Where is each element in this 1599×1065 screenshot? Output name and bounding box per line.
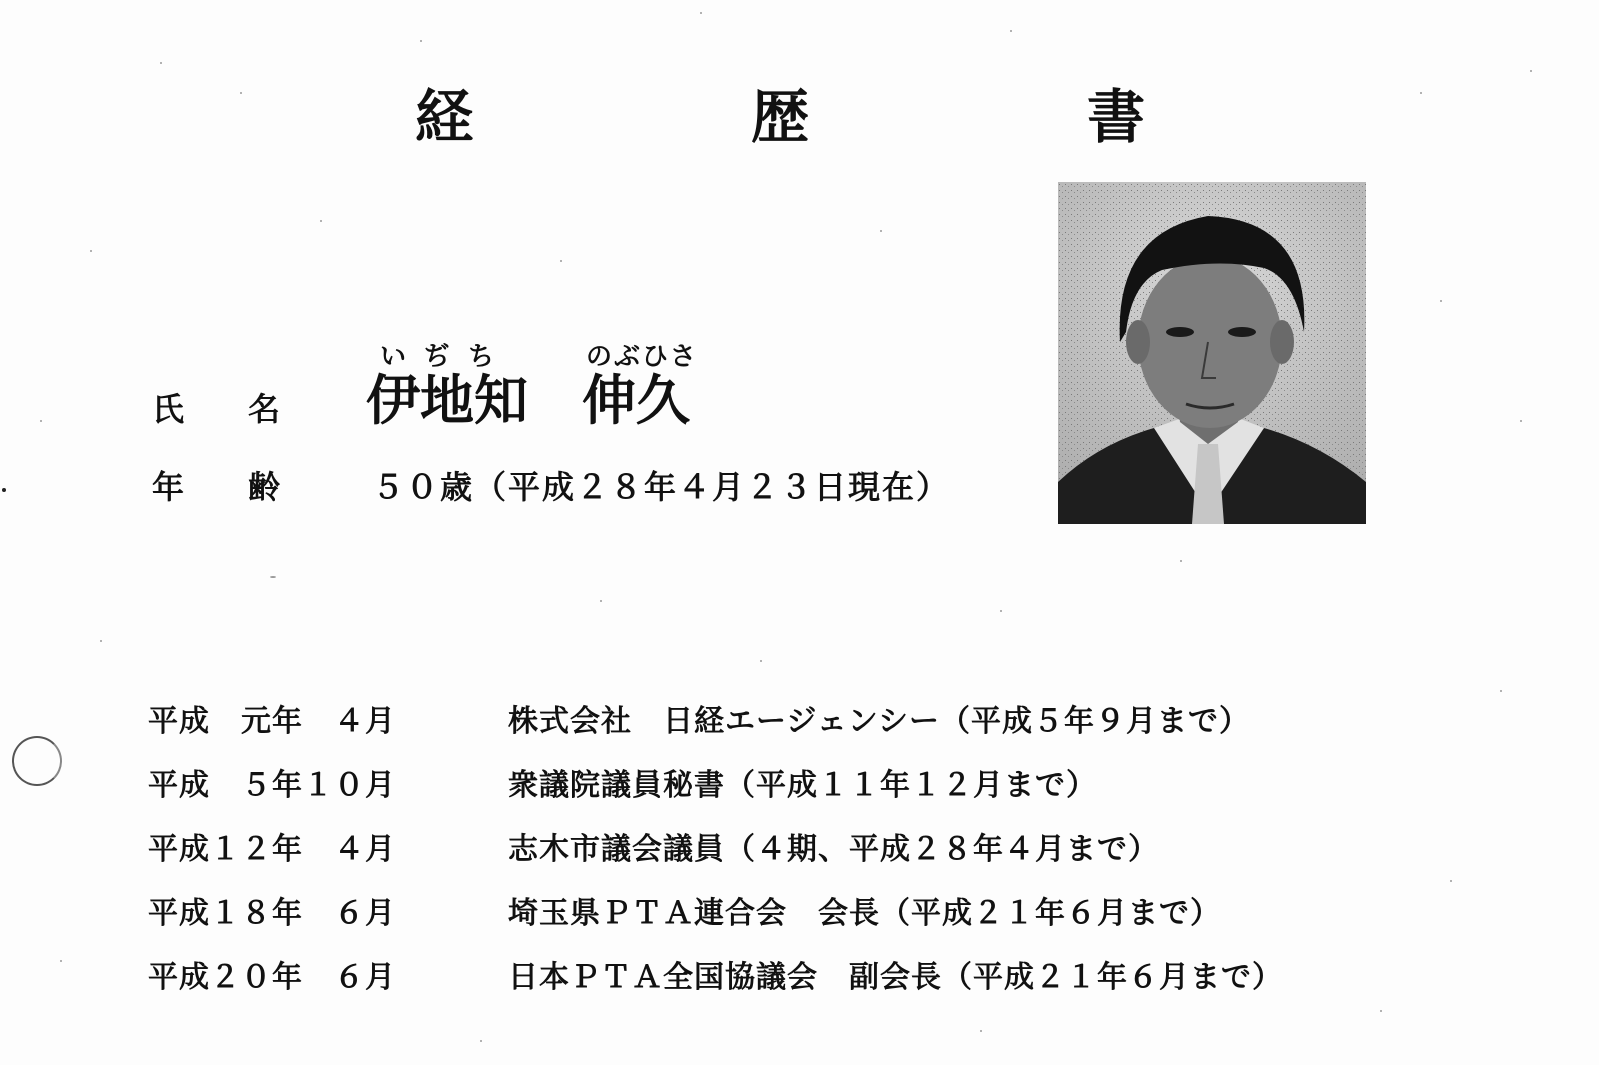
name-family-ruby: いぢち [380,342,513,372]
scan-speck [1520,420,1522,422]
history-description: 志木市議会議員（４期、平成２８年４月まで） [508,832,1159,867]
history-row [148,696,1408,746]
age-label: 年 齢 [152,468,281,506]
history-description: 日本ＰＴＡ全国協議会 副会長（平成２１年６月まで） [508,960,1283,995]
scan-speck [420,40,422,42]
history-description: 埼玉県ＰＴＡ連合会 会長（平成２１年６月まで） [508,896,1221,931]
punch-hole [12,736,62,786]
history-row [148,952,1408,1002]
scan-speck [1450,880,1452,882]
scan-speck [320,220,322,222]
history-description: 株式会社 日経エージェンシー（平成５年９月まで） [508,704,1251,739]
scan-speck [40,420,42,422]
history-row [148,760,1408,810]
scan-speck [160,62,162,64]
history-row [148,888,1408,938]
scan-speck [880,230,882,232]
history-date: 平成２０年 ６月 [148,960,396,995]
scan-speck [270,576,276,578]
history-date: 平成１８年 ６月 [148,896,396,931]
scan-speck [100,640,102,642]
scan-speck [480,1040,482,1042]
name-label: 氏 名 [152,390,281,428]
scan-speck [1000,610,1002,612]
scan-speck [1180,560,1182,562]
name-given: 伸久 [582,369,690,432]
name-family: 伊地知 [366,369,528,432]
scan-speck [600,600,602,602]
history-description: 衆議院議員秘書（平成１１年１２月まで） [508,768,1097,803]
age-value: ５０歳（平成２８年４月２３日現在） [372,468,951,506]
scan-speck [760,660,762,662]
history-date: 平成 ５年１０月 [148,768,396,803]
history-date: 平成１２年 ４月 [148,832,396,867]
scan-speck [60,960,62,962]
scan-speck [1440,300,1442,302]
scan-speck [980,1030,982,1032]
history-row [148,824,1408,874]
scan-speck [560,260,562,262]
name-given-ruby: のぶひさ [586,342,699,372]
scan-speck [90,250,92,252]
scan-speck [1500,690,1502,692]
portrait-photo [1058,182,1366,524]
document-title: 経 歴 書 [414,83,1255,151]
scan-speck [2,488,6,492]
history-date: 平成 元年 ４月 [148,704,396,739]
scan-speck [700,12,702,14]
scan-speck [1010,30,1012,32]
scan-speck [1380,1010,1382,1012]
